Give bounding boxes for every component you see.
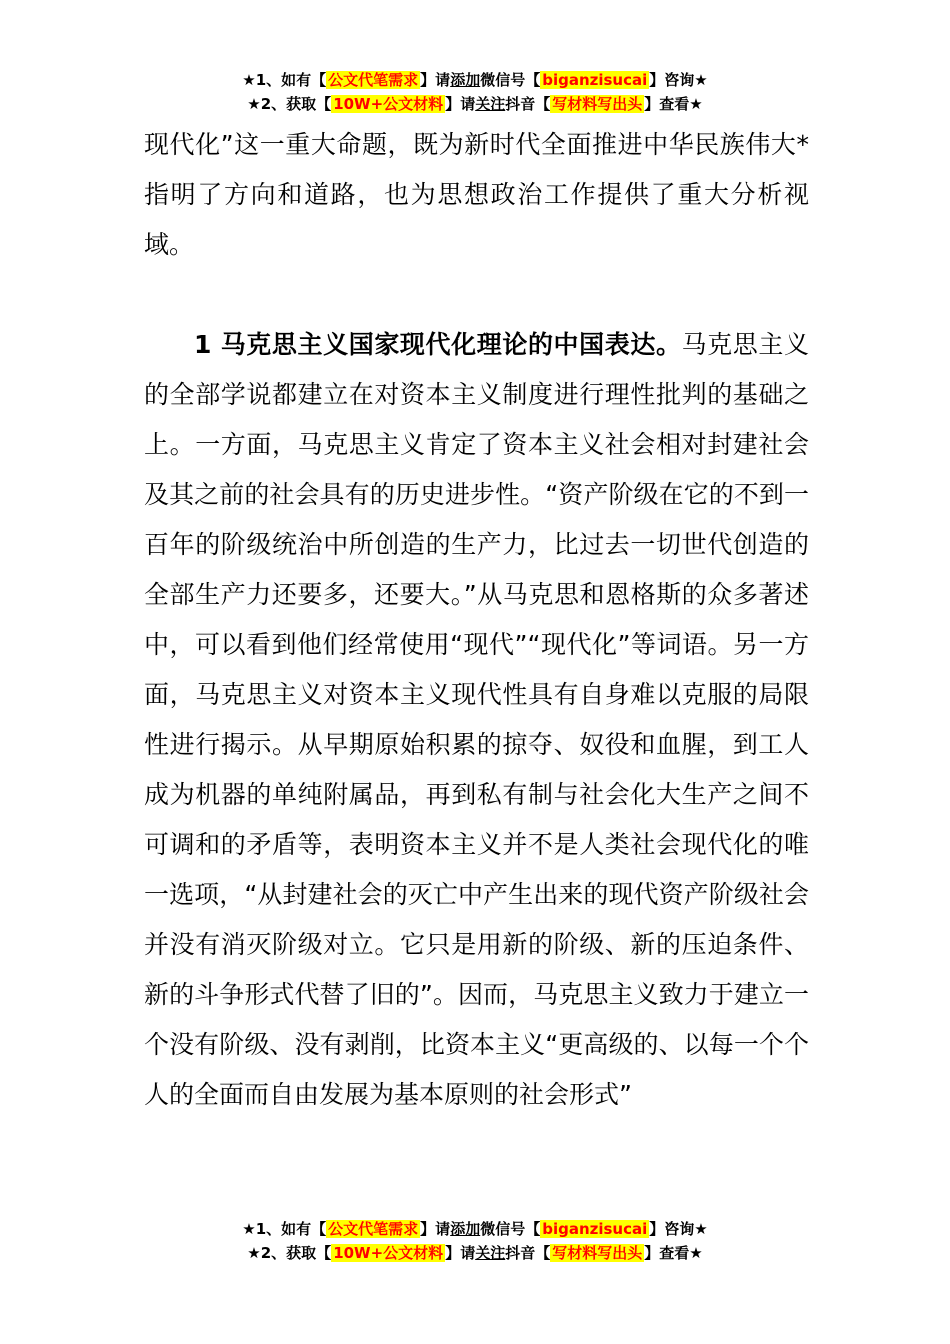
banner-highlight: 10W+公文材料	[333, 95, 444, 113]
banner-text: 】查看★	[644, 95, 703, 113]
document-body	[144, 120, 809, 1120]
banner-underlined-text: 添加	[450, 71, 481, 89]
banner-highlight: 公文代笔需求	[328, 71, 419, 89]
paragraph-1: 现代化”这一重大命题，既为新时代全面推进中华民族伟大*指明了方向和道路，也为思想政治工作提供了重大分析视域。	[144, 130, 809, 259]
banner-highlight: 10W+公文材料	[333, 1244, 444, 1262]
banner-text: 微信号【	[480, 71, 541, 89]
banner-line-1	[0, 68, 950, 92]
banner-text: 】请	[420, 71, 451, 89]
banner-highlight: 写材料写出头	[552, 1244, 643, 1262]
paragraph-2-body: 马克思主义的全部学说都建立在对资本主义制度进行理性批判的基础之上。一方面，马克思主义肯定了资本主义社会相对封建社会及其之前的社会具有的历史进步性。“资产阶级在它的不到一百年的阶级统治中所创造的生产力，比过去一切世代创造的全部生产力还要多，还要大。”从马克思和恩格斯的众多著述中，可以看到他们经常使用“现代”“现代化”等词语。另一方面，马克思主义对资本主义现代性具有自身难以克服的局限性进行揭示。从早期原始积累的掠夺、奴役和血腥，到工人成为机器的单纯附属品，再到私有制与社会化大生产之间不可调和的矛盾等，表明资本主义并不是人类社会现代化的唯一选项，“从封建社会的灭亡中产生出来的现代资产阶级社会并没有消灭阶级对立。它只是用新的阶级、新的压迫条件、新的斗争形式代替了旧的”。因而，马克思主义致力于建立一个没有阶级、没有剥削，比资本主义“更高级的、以每一个个人的全面而自由发展为基本原则的社会形式”	[144, 330, 809, 1109]
banner-underlined-text: 添加	[450, 1220, 481, 1238]
banner-text: 】咨询★	[649, 71, 708, 89]
banner-text: 抖音【	[505, 1244, 551, 1262]
banner-highlight: 公文代笔需求	[328, 1220, 419, 1238]
banner-line-2	[0, 1241, 950, 1265]
banner-underlined-text: 关注	[475, 95, 506, 113]
banner-text: 微信号【	[480, 1220, 541, 1238]
footer-banner	[0, 1217, 950, 1265]
banner-highlight: 写材料写出头	[552, 95, 643, 113]
banner-highlight: biganzisucai	[542, 71, 648, 89]
banner-text: ★2、获取【	[247, 95, 332, 113]
banner-text: 】查看★	[644, 1244, 703, 1262]
paragraph-2	[144, 320, 809, 1120]
banner-line-2	[0, 92, 950, 116]
banner-line-1	[0, 1217, 950, 1241]
banner-text: 】咨询★	[649, 1220, 708, 1238]
section-heading: 1 马克思主义国家现代化理论的中国表达。	[194, 330, 682, 359]
banner-text: ★1、如有【	[242, 71, 327, 89]
banner-text: 】请	[445, 1244, 476, 1262]
banner-text: 抖音【	[505, 95, 551, 113]
banner-text: 】请	[420, 1220, 451, 1238]
banner-text: ★1、如有【	[242, 1220, 327, 1238]
banner-underlined-text: 关注	[475, 1244, 506, 1262]
banner-text: 】请	[445, 95, 476, 113]
banner-text: ★2、获取【	[247, 1244, 332, 1262]
header-banner	[0, 68, 950, 116]
banner-highlight: biganzisucai	[542, 1220, 648, 1238]
